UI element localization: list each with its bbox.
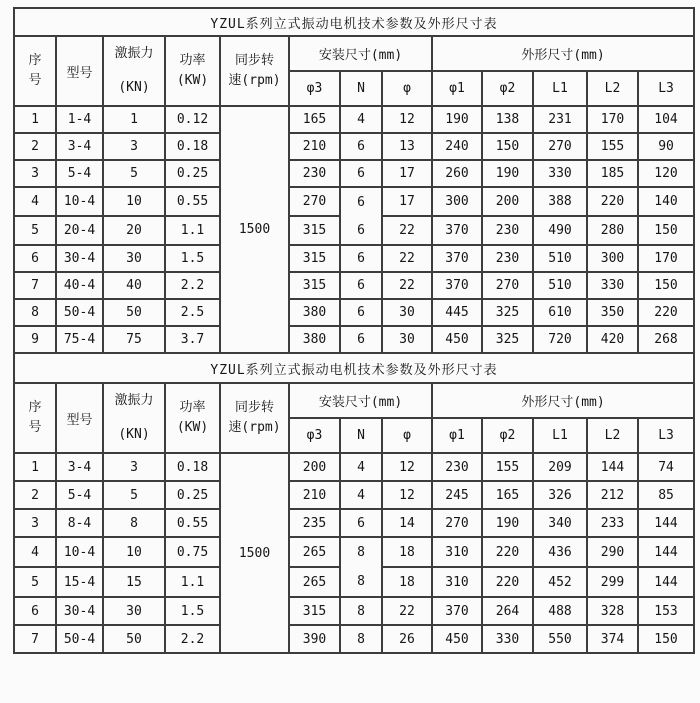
cell-l1: 436 bbox=[533, 537, 587, 567]
cell-l3: 268 bbox=[638, 326, 694, 353]
header-speed-lines bbox=[221, 384, 288, 452]
cell-phi: 18 bbox=[382, 567, 432, 597]
header-force-lines bbox=[104, 384, 164, 452]
table-row bbox=[14, 481, 694, 509]
cell-power: 2.2 bbox=[165, 272, 220, 299]
spec-table-1 bbox=[13, 7, 695, 354]
cell-phi3: 315 bbox=[289, 216, 340, 245]
cell-force: 5 bbox=[103, 481, 165, 509]
header-speed-lines bbox=[221, 37, 288, 105]
cell-seq: 5 bbox=[14, 567, 56, 597]
cell-n: 4 bbox=[340, 481, 382, 509]
cell-force: 75 bbox=[103, 326, 165, 353]
cell-model: 50-4 bbox=[56, 625, 103, 653]
cell-phi: 30 bbox=[382, 299, 432, 326]
cell-power: 0.18 bbox=[165, 453, 220, 481]
cell-phi2: 190 bbox=[482, 160, 533, 187]
cell-l3: 140 bbox=[638, 187, 694, 216]
cell-phi3: 315 bbox=[289, 272, 340, 299]
header-power-lines bbox=[166, 384, 219, 452]
cell-force: 30 bbox=[103, 597, 165, 625]
cell-phi3: 200 bbox=[289, 453, 340, 481]
spec-table-2 bbox=[13, 352, 695, 654]
cell-model: 20-4 bbox=[56, 216, 103, 245]
cell-phi2: 325 bbox=[482, 299, 533, 326]
cell-l3: 104 bbox=[638, 106, 694, 133]
cell-phi: 12 bbox=[382, 481, 432, 509]
header-outline-group: 外形尺寸(mm) bbox=[432, 36, 694, 71]
cell-model: 75-4 bbox=[56, 326, 103, 353]
cell-model: 3-4 bbox=[56, 133, 103, 160]
cell-phi3: 165 bbox=[289, 106, 340, 133]
cell-n-lower: 6 bbox=[357, 222, 365, 238]
cell-power: 1.1 bbox=[165, 567, 220, 597]
cell-phi1: 190 bbox=[432, 106, 482, 133]
header-seq-lines bbox=[15, 37, 55, 105]
cell-force: 50 bbox=[103, 625, 165, 653]
cell-l1: 510 bbox=[533, 272, 587, 299]
header-force-line-0: 激振力 bbox=[114, 393, 154, 408]
cell-l1: 610 bbox=[533, 299, 587, 326]
cell-phi3: 390 bbox=[289, 625, 340, 653]
cell-power: 3.7 bbox=[165, 326, 220, 353]
cell-l2: 420 bbox=[587, 326, 638, 353]
cell-power: 0.75 bbox=[165, 537, 220, 567]
header-sub-mounting-1: N bbox=[340, 71, 382, 106]
header-mounting-group: 安装尺寸(mm) bbox=[289, 383, 432, 418]
cell-l2: 299 bbox=[587, 567, 638, 597]
cell-phi: 22 bbox=[382, 245, 432, 272]
cell-phi2: 155 bbox=[482, 453, 533, 481]
header-seq-line-1: 号 bbox=[28, 73, 42, 88]
cell-l2: 212 bbox=[587, 481, 638, 509]
cell-model: 8-4 bbox=[56, 509, 103, 537]
header-sub-outline-1: φ2 bbox=[482, 71, 533, 106]
header-speed-line-1: 速(rpm) bbox=[228, 73, 281, 88]
cell-power: 0.25 bbox=[165, 160, 220, 187]
cell-phi: 22 bbox=[382, 216, 432, 245]
cell-phi: 26 bbox=[382, 625, 432, 653]
cell-phi1: 230 bbox=[432, 453, 482, 481]
cell-l1: 510 bbox=[533, 245, 587, 272]
cell-phi1: 240 bbox=[432, 133, 482, 160]
header-seq-lines bbox=[15, 384, 55, 452]
cell-phi1: 310 bbox=[432, 537, 482, 567]
table-row bbox=[14, 187, 694, 216]
header-speed-line-1: 速(rpm) bbox=[228, 420, 281, 435]
cell-seq: 1 bbox=[14, 453, 56, 481]
header-force bbox=[103, 383, 165, 453]
header-sub-outline-1: φ2 bbox=[482, 418, 533, 453]
cell-n: 8 bbox=[340, 625, 382, 653]
table-title-row bbox=[14, 353, 694, 383]
header-force-line-1: (KN) bbox=[118, 427, 150, 442]
cell-l1: 270 bbox=[533, 133, 587, 160]
header-sub-outline-2: L1 bbox=[533, 71, 587, 106]
cell-l2: 374 bbox=[587, 625, 638, 653]
table-row bbox=[14, 326, 694, 353]
cell-n-merged bbox=[340, 187, 382, 245]
cell-power: 0.18 bbox=[165, 133, 220, 160]
cell-phi3: 380 bbox=[289, 299, 340, 326]
cell-force: 8 bbox=[103, 509, 165, 537]
table-row bbox=[14, 106, 694, 133]
cell-l1: 330 bbox=[533, 160, 587, 187]
header-sub-outline-4: L3 bbox=[638, 71, 694, 106]
table-row bbox=[14, 597, 694, 625]
header-force bbox=[103, 36, 165, 106]
cell-l3: 90 bbox=[638, 133, 694, 160]
cell-l3: 150 bbox=[638, 216, 694, 245]
table-title: YZUL系列立式振动电机技术参数及外形尺寸表 bbox=[14, 8, 694, 36]
cell-phi3: 210 bbox=[289, 133, 340, 160]
cell-power: 0.55 bbox=[165, 187, 220, 216]
cell-phi: 12 bbox=[382, 106, 432, 133]
cell-n: 6 bbox=[340, 272, 382, 299]
cell-l1: 452 bbox=[533, 567, 587, 597]
header-seq bbox=[14, 36, 56, 106]
header-speed-line-0: 同步转 bbox=[234, 53, 274, 68]
cell-l1: 231 bbox=[533, 106, 587, 133]
cell-n: 6 bbox=[340, 299, 382, 326]
cell-phi2: 200 bbox=[482, 187, 533, 216]
header-power-line-0: 功率 bbox=[179, 53, 206, 68]
cell-phi: 18 bbox=[382, 537, 432, 567]
cell-n-merged bbox=[340, 537, 382, 597]
cell-n-upper: 6 bbox=[357, 194, 365, 210]
cell-model: 15-4 bbox=[56, 567, 103, 597]
cell-power: 2.5 bbox=[165, 299, 220, 326]
cell-seq: 7 bbox=[14, 625, 56, 653]
cell-speed: 1500 bbox=[220, 453, 289, 653]
cell-force: 15 bbox=[103, 567, 165, 597]
cell-l3: 85 bbox=[638, 481, 694, 509]
cell-phi2: 220 bbox=[482, 537, 533, 567]
header-seq bbox=[14, 383, 56, 453]
cell-l2: 350 bbox=[587, 299, 638, 326]
cell-l2: 220 bbox=[587, 187, 638, 216]
cell-phi3: 265 bbox=[289, 537, 340, 567]
cell-n: 6 bbox=[340, 133, 382, 160]
cell-power: 1.5 bbox=[165, 597, 220, 625]
table-title: YZUL系列立式振动电机技术参数及外形尺寸表 bbox=[14, 353, 694, 383]
cell-phi1: 370 bbox=[432, 597, 482, 625]
header-mounting-group: 安装尺寸(mm) bbox=[289, 36, 432, 71]
header-model: 型号 bbox=[56, 36, 103, 106]
cell-phi1: 245 bbox=[432, 481, 482, 509]
cell-phi2: 165 bbox=[482, 481, 533, 509]
cell-phi1: 270 bbox=[432, 509, 482, 537]
cell-phi2: 325 bbox=[482, 326, 533, 353]
cell-phi: 17 bbox=[382, 187, 432, 216]
header-sub-outline-3: L2 bbox=[587, 71, 638, 106]
cell-n: 4 bbox=[340, 106, 382, 133]
cell-model: 40-4 bbox=[56, 272, 103, 299]
header-sub-mounting-0: φ3 bbox=[289, 71, 340, 106]
cell-phi3: 230 bbox=[289, 160, 340, 187]
cell-phi3: 270 bbox=[289, 187, 340, 216]
cell-power: 1.5 bbox=[165, 245, 220, 272]
header-sub-outline-3: L2 bbox=[587, 418, 638, 453]
cell-l2: 155 bbox=[587, 133, 638, 160]
table-row bbox=[14, 160, 694, 187]
header-speed-line-0: 同步转 bbox=[234, 400, 274, 415]
cell-n: 4 bbox=[340, 453, 382, 481]
table-header-row-1 bbox=[14, 36, 694, 71]
cell-phi2: 138 bbox=[482, 106, 533, 133]
cell-l2: 185 bbox=[587, 160, 638, 187]
cell-seq: 4 bbox=[14, 537, 56, 567]
cell-l2: 328 bbox=[587, 597, 638, 625]
header-sub-outline-4: L3 bbox=[638, 418, 694, 453]
header-seq-line-1: 号 bbox=[28, 420, 42, 435]
cell-phi2: 190 bbox=[482, 509, 533, 537]
cell-l2: 280 bbox=[587, 216, 638, 245]
cell-l3: 150 bbox=[638, 272, 694, 299]
cell-model: 50-4 bbox=[56, 299, 103, 326]
cell-n: 6 bbox=[340, 160, 382, 187]
header-speed bbox=[220, 383, 289, 453]
header-power-line-0: 功率 bbox=[179, 400, 206, 415]
table-row bbox=[14, 299, 694, 326]
cell-phi2: 264 bbox=[482, 597, 533, 625]
cell-phi3: 235 bbox=[289, 509, 340, 537]
cell-force: 10 bbox=[103, 537, 165, 567]
cell-phi1: 445 bbox=[432, 299, 482, 326]
cell-l1: 488 bbox=[533, 597, 587, 625]
cell-l3: 153 bbox=[638, 597, 694, 625]
cell-l2: 170 bbox=[587, 106, 638, 133]
header-power bbox=[165, 383, 220, 453]
cell-phi1: 450 bbox=[432, 326, 482, 353]
cell-model: 5-4 bbox=[56, 481, 103, 509]
table-row bbox=[14, 453, 694, 481]
tables-wrap bbox=[13, 7, 691, 654]
cell-phi1: 310 bbox=[432, 567, 482, 597]
header-power bbox=[165, 36, 220, 106]
table-row bbox=[14, 537, 694, 567]
cell-power: 0.12 bbox=[165, 106, 220, 133]
table-title-row bbox=[14, 8, 694, 36]
cell-l1: 388 bbox=[533, 187, 587, 216]
cell-l3: 144 bbox=[638, 537, 694, 567]
cell-l3: 120 bbox=[638, 160, 694, 187]
cell-seq: 4 bbox=[14, 187, 56, 216]
cell-n-upper: 8 bbox=[357, 545, 365, 560]
header-model: 型号 bbox=[56, 383, 103, 453]
header-force-lines bbox=[104, 37, 164, 105]
header-power-line-1: (KW) bbox=[176, 73, 209, 88]
cell-phi1: 370 bbox=[432, 272, 482, 299]
cell-l2: 233 bbox=[587, 509, 638, 537]
cell-seq: 3 bbox=[14, 509, 56, 537]
header-seq-line-0: 序 bbox=[28, 400, 42, 415]
cell-model: 30-4 bbox=[56, 245, 103, 272]
header-speed bbox=[220, 36, 289, 106]
cell-phi3: 265 bbox=[289, 567, 340, 597]
cell-force: 40 bbox=[103, 272, 165, 299]
table-row bbox=[14, 245, 694, 272]
cell-power: 0.25 bbox=[165, 481, 220, 509]
cell-phi: 12 bbox=[382, 453, 432, 481]
cell-force: 10 bbox=[103, 187, 165, 216]
cell-l1: 340 bbox=[533, 509, 587, 537]
cell-model: 3-4 bbox=[56, 453, 103, 481]
cell-phi: 17 bbox=[382, 160, 432, 187]
cell-phi1: 300 bbox=[432, 187, 482, 216]
cell-l3: 144 bbox=[638, 509, 694, 537]
cell-phi1: 450 bbox=[432, 625, 482, 653]
cell-phi: 22 bbox=[382, 597, 432, 625]
cell-l1: 550 bbox=[533, 625, 587, 653]
cell-phi2: 330 bbox=[482, 625, 533, 653]
cell-n: 6 bbox=[340, 509, 382, 537]
cell-phi3: 380 bbox=[289, 326, 340, 353]
header-sub-outline-0: φ1 bbox=[432, 418, 482, 453]
cell-force: 5 bbox=[103, 160, 165, 187]
table-header-row-1 bbox=[14, 383, 694, 418]
cell-seq: 7 bbox=[14, 272, 56, 299]
cell-l3: 170 bbox=[638, 245, 694, 272]
header-sub-mounting-1: N bbox=[340, 418, 382, 453]
cell-phi3: 315 bbox=[289, 245, 340, 272]
cell-model: 5-4 bbox=[56, 160, 103, 187]
header-sub-mounting-2: φ bbox=[382, 71, 432, 106]
cell-power: 1.1 bbox=[165, 216, 220, 245]
cell-n: 6 bbox=[340, 326, 382, 353]
header-sub-outline-2: L1 bbox=[533, 418, 587, 453]
cell-seq: 8 bbox=[14, 299, 56, 326]
cell-n: 6 bbox=[340, 245, 382, 272]
cell-seq: 6 bbox=[14, 245, 56, 272]
cell-model: 30-4 bbox=[56, 597, 103, 625]
cell-phi2: 230 bbox=[482, 216, 533, 245]
cell-l3: 150 bbox=[638, 625, 694, 653]
cell-force: 50 bbox=[103, 299, 165, 326]
cell-seq: 1 bbox=[14, 106, 56, 133]
cell-seq: 5 bbox=[14, 216, 56, 245]
cell-phi2: 230 bbox=[482, 245, 533, 272]
table-row bbox=[14, 272, 694, 299]
cell-model: 1-4 bbox=[56, 106, 103, 133]
cell-l1: 326 bbox=[533, 481, 587, 509]
cell-l3: 220 bbox=[638, 299, 694, 326]
table-row bbox=[14, 625, 694, 653]
cell-phi: 14 bbox=[382, 509, 432, 537]
cell-phi1: 370 bbox=[432, 245, 482, 272]
cell-seq: 3 bbox=[14, 160, 56, 187]
header-power-lines bbox=[166, 37, 219, 105]
cell-force: 1 bbox=[103, 106, 165, 133]
cell-l2: 330 bbox=[587, 272, 638, 299]
cell-l2: 290 bbox=[587, 537, 638, 567]
cell-n-lower: 8 bbox=[357, 574, 365, 589]
header-power-line-1: (KW) bbox=[176, 420, 209, 435]
cell-l1: 209 bbox=[533, 453, 587, 481]
cell-phi: 30 bbox=[382, 326, 432, 353]
cell-l2: 144 bbox=[587, 453, 638, 481]
cell-seq: 6 bbox=[14, 597, 56, 625]
header-force-line-1: (KN) bbox=[118, 80, 150, 95]
table-row bbox=[14, 509, 694, 537]
cell-phi2: 150 bbox=[482, 133, 533, 160]
header-sub-outline-0: φ1 bbox=[432, 71, 482, 106]
cell-seq: 2 bbox=[14, 481, 56, 509]
cell-model: 10-4 bbox=[56, 537, 103, 567]
cell-power: 0.55 bbox=[165, 509, 220, 537]
cell-phi2: 270 bbox=[482, 272, 533, 299]
cell-power: 2.2 bbox=[165, 625, 220, 653]
cell-force: 30 bbox=[103, 245, 165, 272]
header-outline-group: 外形尺寸(mm) bbox=[432, 383, 694, 418]
header-sub-mounting-0: φ3 bbox=[289, 418, 340, 453]
cell-phi: 13 bbox=[382, 133, 432, 160]
cell-speed: 1500 bbox=[220, 106, 289, 353]
cell-phi3: 210 bbox=[289, 481, 340, 509]
cell-phi2: 220 bbox=[482, 567, 533, 597]
cell-model: 10-4 bbox=[56, 187, 103, 216]
cell-phi3: 315 bbox=[289, 597, 340, 625]
table-row bbox=[14, 133, 694, 160]
cell-n: 8 bbox=[340, 597, 382, 625]
cell-force: 20 bbox=[103, 216, 165, 245]
cell-seq: 9 bbox=[14, 326, 56, 353]
cell-l1: 720 bbox=[533, 326, 587, 353]
cell-phi: 22 bbox=[382, 272, 432, 299]
cell-force: 3 bbox=[103, 133, 165, 160]
cell-l1: 490 bbox=[533, 216, 587, 245]
cell-force: 3 bbox=[103, 453, 165, 481]
header-seq-line-0: 序 bbox=[28, 53, 42, 68]
cell-l3: 144 bbox=[638, 567, 694, 597]
header-force-line-0: 激振力 bbox=[114, 46, 154, 61]
header-sub-mounting-2: φ bbox=[382, 418, 432, 453]
cell-phi1: 370 bbox=[432, 216, 482, 245]
cell-phi1: 260 bbox=[432, 160, 482, 187]
cell-l3: 74 bbox=[638, 453, 694, 481]
cell-seq: 2 bbox=[14, 133, 56, 160]
cell-l2: 300 bbox=[587, 245, 638, 272]
